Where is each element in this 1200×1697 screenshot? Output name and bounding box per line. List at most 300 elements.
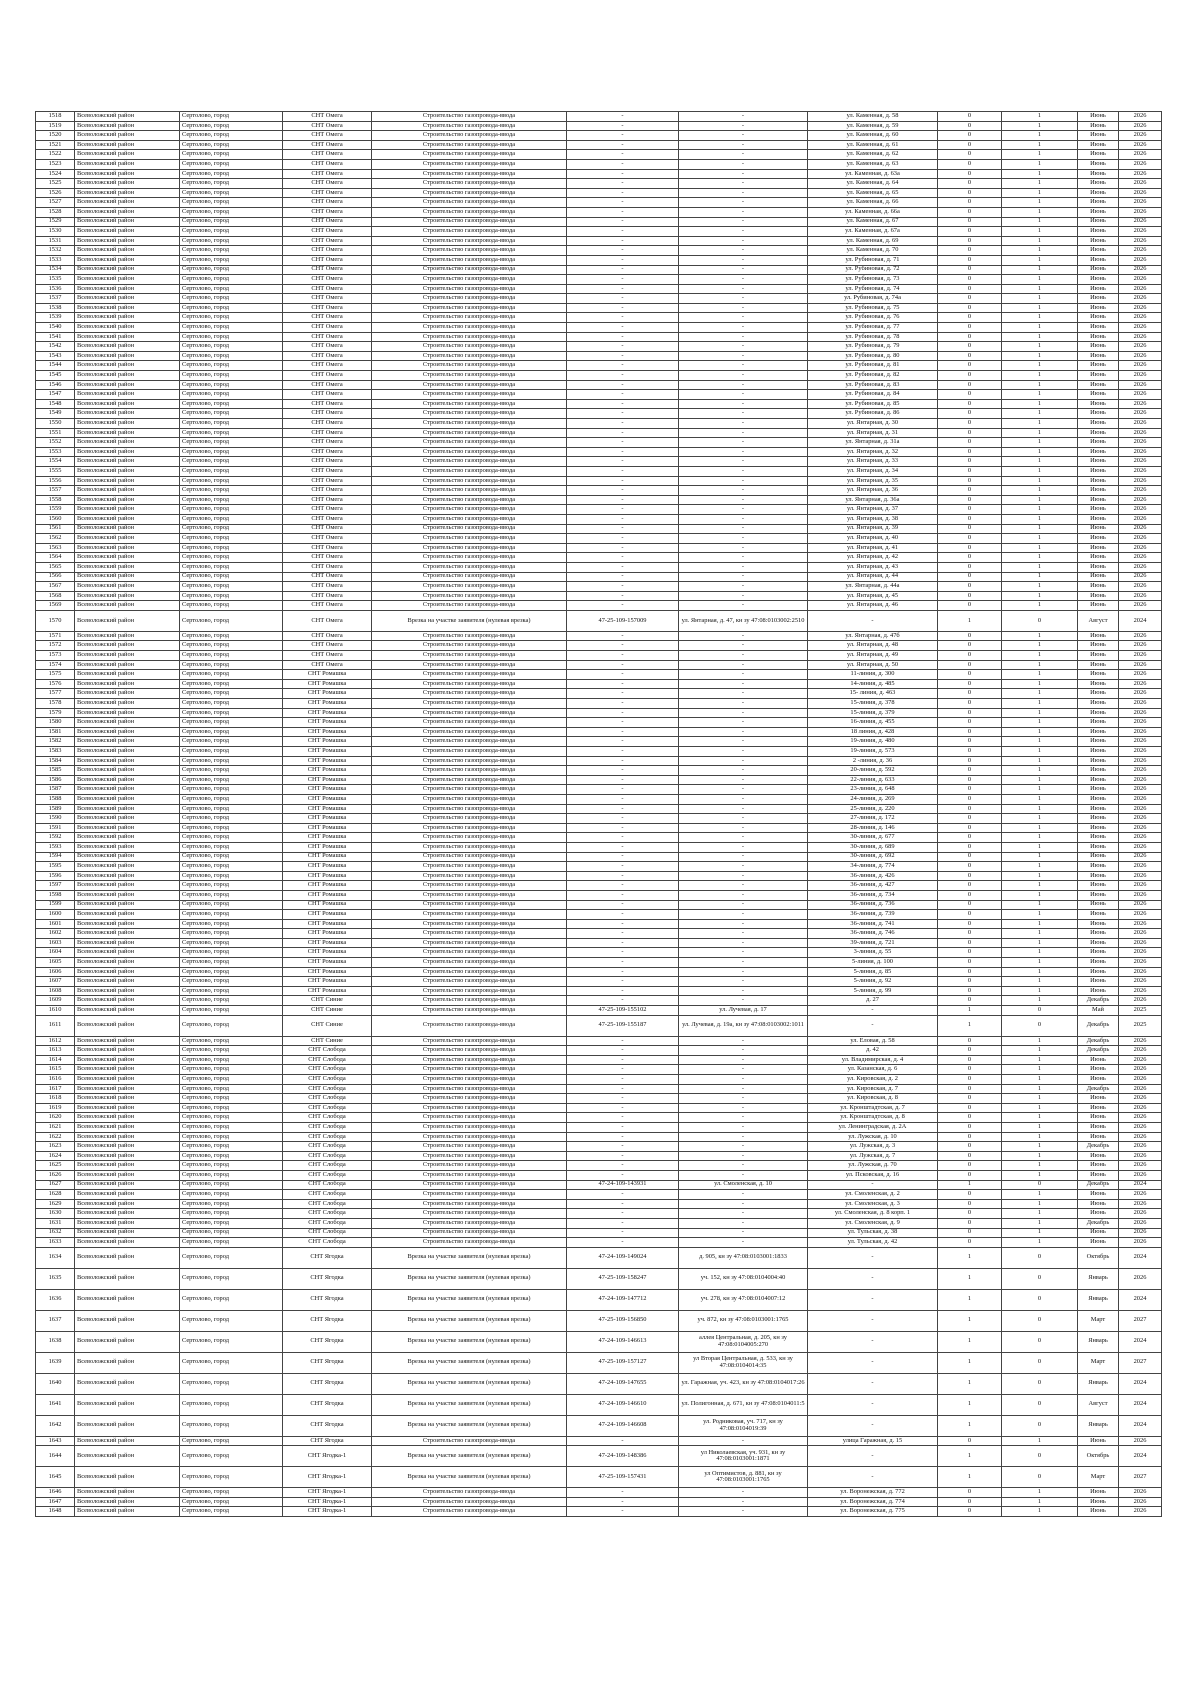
cell-count-zero-tap: 0 [938,1488,1002,1498]
cell-month: Июнь [1078,534,1119,544]
table-row [36,689,1162,699]
cell-applicant-address: уч. 872, кн зу 47:08:0103001:1765 [679,1310,808,1331]
cell-month: Декабрь [1078,1180,1119,1190]
cell-connection-address: ул. Тульская, д. 42 [808,1238,938,1248]
table-row [36,775,1162,785]
cell-connection-address: ул. Каменная, д. 67а [808,227,938,237]
cell-year: 2026 [1119,601,1162,611]
cell-settlement: Сертолово, город [180,718,283,728]
cell-month: Июнь [1078,727,1119,737]
cell-year: 2026 [1119,967,1162,977]
cell-snt-name: СНТ Ягодка [283,1247,372,1268]
cell-count-zero-tap: 0 [938,747,1002,757]
cell-settlement: Сертолово, город [180,409,283,419]
cell-application-number: - [567,967,679,977]
cell-row-number: 1616 [36,1075,75,1085]
cell-month: Июнь [1078,438,1119,448]
cell-count-service-line: 1 [1002,323,1078,333]
cell-count-service-line: 1 [1002,198,1078,208]
cell-count-service-line: 1 [1002,1497,1078,1507]
cell-row-number: 1579 [36,708,75,718]
cell-work-type: Строительство газопровода-ввода [372,737,567,747]
cell-connection-address: ул. Каменная, д. 65 [808,188,938,198]
cell-count-zero-tap: 0 [938,794,1002,804]
cell-work-type: Строительство газопровода-ввода [372,562,567,572]
cell-count-service-line: 1 [1002,207,1078,217]
cell-applicant-address: - [679,255,808,265]
cell-work-type: Строительство газопровода-ввода [372,1218,567,1228]
cell-year: 2026 [1119,1170,1162,1180]
cell-applicant-address: - [679,699,808,709]
cell-snt-name: СНТ Омега [283,188,372,198]
cell-settlement: Сертолово, город [180,553,283,563]
cell-count-service-line: 0 [1002,1352,1078,1373]
table-row [36,1310,1162,1331]
table-row [36,399,1162,409]
cell-district: Всеволожский район [75,1352,180,1373]
cell-month: Июнь [1078,140,1119,150]
cell-count-service-line: 1 [1002,766,1078,776]
cell-application-number: - [567,747,679,757]
cell-work-type: Строительство газопровода-ввода [372,332,567,342]
cell-count-service-line: 1 [1002,294,1078,304]
cell-connection-address: ул. Рубиновая, д. 72 [808,265,938,275]
cell-applicant-address: - [679,1228,808,1238]
cell-count-service-line: 1 [1002,1122,1078,1132]
cell-count-zero-tap: 0 [938,227,1002,237]
cell-settlement: Сертолово, город [180,910,283,920]
cell-year: 2026 [1119,1488,1162,1498]
cell-year: 2026 [1119,495,1162,505]
cell-snt-name: СНТ Омега [283,112,372,122]
cell-snt-name: СНТ Омега [283,198,372,208]
table-row [36,785,1162,795]
cell-district: Всеволожский район [75,1228,180,1238]
cell-applicant-address: - [679,150,808,160]
cell-month: Июнь [1078,601,1119,611]
cell-count-service-line: 1 [1002,958,1078,968]
cell-settlement: Сертолово, город [180,1015,283,1036]
cell-settlement: Сертолово, город [180,1218,283,1228]
cell-count-zero-tap: 0 [938,553,1002,563]
cell-connection-address: 5-линия, д. 99 [808,986,938,996]
cell-application-number: - [567,1488,679,1498]
cell-row-number: 1617 [36,1084,75,1094]
cell-application-number: - [567,890,679,900]
cell-count-zero-tap: 0 [938,361,1002,371]
cell-snt-name: СНТ Слобода [283,1046,372,1056]
cell-count-zero-tap: 0 [938,323,1002,333]
cell-applicant-address: - [679,1094,808,1104]
cell-row-number: 1606 [36,967,75,977]
table-row [36,121,1162,131]
cell-count-service-line: 1 [1002,1084,1078,1094]
cell-district: Всеволожский район [75,371,180,381]
cell-month: Июнь [1078,708,1119,718]
cell-application-number: - [567,756,679,766]
cell-row-number: 1589 [36,804,75,814]
table-row [36,967,1162,977]
cell-applicant-address: д. 905, кн зу 47:08:0103001:1833 [679,1247,808,1268]
cell-district: Всеволожский район [75,708,180,718]
cell-row-number: 1634 [36,1247,75,1268]
cell-application-number: - [567,1065,679,1075]
table-row [36,842,1162,852]
cell-district: Всеволожский район [75,804,180,814]
table-row [36,284,1162,294]
cell-applicant-address: - [679,670,808,680]
table-row [36,1507,1162,1517]
cell-row-number: 1523 [36,159,75,169]
cell-connection-address: ул. Каменная, д. 58 [808,112,938,122]
cell-count-zero-tap: 0 [938,572,1002,582]
cell-month: Июнь [1078,948,1119,958]
cell-year: 2026 [1119,188,1162,198]
cell-month: Июнь [1078,313,1119,323]
cell-month: Март [1078,1352,1119,1373]
cell-applicant-address: - [679,977,808,987]
cell-settlement: Сертолово, город [180,361,283,371]
cell-year: 2024 [1119,1446,1162,1467]
cell-snt-name: СНТ Омега [283,380,372,390]
cell-count-service-line: 1 [1002,1161,1078,1171]
cell-connection-address: 36-линия, д. 736 [808,900,938,910]
cell-snt-name: СНТ Ягодка-1 [283,1488,372,1498]
cell-count-service-line: 1 [1002,1228,1078,1238]
table-row [36,342,1162,352]
cell-snt-name: СНТ Слобода [283,1103,372,1113]
cell-connection-address: ул. Каменная, д. 66а [808,207,938,217]
cell-year: 2026 [1119,948,1162,958]
table-row [36,495,1162,505]
cell-snt-name: СНТ Ромашка [283,794,372,804]
table-row [36,1103,1162,1113]
cell-work-type: Врезка на участке заявителя (нулевая врезка) [372,1415,567,1436]
cell-row-number: 1520 [36,131,75,141]
cell-work-type: Строительство газопровода-ввода [372,1103,567,1113]
cell-count-zero-tap: 0 [938,1122,1002,1132]
cell-year: 2026 [1119,747,1162,757]
table-row [36,198,1162,208]
cell-row-number: 1559 [36,505,75,515]
cell-year: 2026 [1119,1218,1162,1228]
cell-month: Июнь [1078,1055,1119,1065]
cell-applicant-address: - [679,766,808,776]
cell-applicant-address: - [679,1161,808,1171]
cell-month: Июнь [1078,1113,1119,1123]
cell-applicant-address: - [679,842,808,852]
cell-count-service-line: 1 [1002,466,1078,476]
cell-count-service-line: 0 [1002,1268,1078,1289]
cell-year: 2026 [1119,977,1162,987]
cell-applicant-address: - [679,1190,808,1200]
cell-application-number: - [567,670,679,680]
cell-year: 2026 [1119,332,1162,342]
cell-row-number: 1603 [36,938,75,948]
cell-connection-address: ул. Кировская, д. 7 [808,1084,938,1094]
cell-row-number: 1567 [36,582,75,592]
table-row [36,514,1162,524]
cell-settlement: Сертолово, город [180,217,283,227]
cell-month: Июнь [1078,131,1119,141]
cell-settlement: Сертолово, город [180,852,283,862]
cell-count-zero-tap: 0 [938,948,1002,958]
table-row [36,794,1162,804]
cell-district: Всеволожский район [75,217,180,227]
cell-month: Июнь [1078,1190,1119,1200]
cell-year: 2024 [1119,1247,1162,1268]
cell-application-number: - [567,1238,679,1248]
cell-year: 2026 [1119,929,1162,939]
cell-work-type: Строительство газопровода-ввода [372,1180,567,1190]
cell-snt-name: СНТ Омега [283,131,372,141]
cell-row-number: 1591 [36,823,75,833]
cell-work-type: Строительство газопровода-ввода [372,651,567,661]
cell-application-number: - [567,313,679,323]
cell-application-number: - [567,207,679,217]
table-row [36,670,1162,680]
cell-month: Июнь [1078,1228,1119,1238]
cell-applicant-address: - [679,486,808,496]
cell-snt-name: СНТ Ягодка [283,1415,372,1436]
cell-work-type: Строительство газопровода-ввода [372,958,567,968]
cell-row-number: 1518 [36,112,75,122]
cell-count-zero-tap: 0 [938,699,1002,709]
cell-work-type: Строительство газопровода-ввода [372,236,567,246]
cell-snt-name: СНТ Ягодка [283,1289,372,1310]
cell-settlement: Сертолово, город [180,1373,283,1394]
cell-district: Всеволожский район [75,842,180,852]
table-row [36,862,1162,872]
cell-work-type: Строительство газопровода-ввода [372,380,567,390]
cell-application-number: - [567,466,679,476]
cell-applicant-address: ул Николаевская, уч. 931, кн зу 47:08:0103001:1871 [679,1446,808,1467]
cell-snt-name: СНТ Ромашка [283,929,372,939]
cell-connection-address: ул. Каменная, д. 63 [808,159,938,169]
cell-applicant-address: - [679,727,808,737]
cell-row-number: 1569 [36,601,75,611]
cell-applicant-address: - [679,351,808,361]
cell-year: 2026 [1119,438,1162,448]
cell-snt-name: СНТ Ромашка [283,804,372,814]
cell-count-zero-tap: 0 [938,1132,1002,1142]
cell-settlement: Сертолово, город [180,342,283,352]
cell-work-type: Строительство газопровода-ввода [372,1497,567,1507]
cell-month: Июнь [1078,1507,1119,1517]
cell-snt-name: СНТ Слобода [283,1075,372,1085]
cell-district: Всеволожский район [75,572,180,582]
cell-count-zero-tap: 0 [938,679,1002,689]
cell-work-type: Строительство газопровода-ввода [372,246,567,256]
cell-snt-name: СНТ Омега [283,255,372,265]
cell-settlement: Сертолово, город [180,929,283,939]
table-row [36,660,1162,670]
table-row [36,313,1162,323]
cell-applicant-address: - [679,534,808,544]
cell-work-type: Строительство газопровода-ввода [372,438,567,448]
cell-district: Всеволожский район [75,323,180,333]
cell-month: Июнь [1078,505,1119,515]
cell-year: 2026 [1119,361,1162,371]
cell-connection-address: ул. Каменная, д. 64 [808,179,938,189]
cell-connection-address: ул. Янтарная, д. 39 [808,524,938,534]
cell-work-type: Строительство газопровода-ввода [372,1507,567,1517]
cell-application-number: - [567,543,679,553]
cell-snt-name: СНТ Слобода [283,1209,372,1219]
cell-settlement: Сертолово, город [180,466,283,476]
cell-month: Июнь [1078,871,1119,881]
cell-year: 2026 [1119,543,1162,553]
cell-settlement: Сертолово, город [180,351,283,361]
cell-count-service-line: 0 [1002,1006,1078,1016]
cell-settlement: Сертолово, город [180,438,283,448]
cell-year: 2026 [1119,871,1162,881]
cell-application-number: 47-24-109-148386 [567,1446,679,1467]
cell-settlement: Сертолово, город [180,1415,283,1436]
document-page [35,111,1161,1517]
cell-year: 2024 [1119,1373,1162,1394]
cell-year: 2026 [1119,910,1162,920]
cell-applicant-address: - [679,1103,808,1113]
cell-count-service-line: 1 [1002,1170,1078,1180]
cell-district: Всеволожский район [75,1055,180,1065]
cell-connection-address: ул. Лужская, д. 3 [808,1142,938,1152]
cell-work-type: Строительство газопровода-ввода [372,227,567,237]
cell-work-type: Строительство газопровода-ввода [372,1006,567,1016]
table-row [36,1094,1162,1104]
cell-snt-name: СНТ Слобода [283,1151,372,1161]
cell-month: Март [1078,1467,1119,1488]
cell-district: Всеволожский район [75,1218,180,1228]
cell-settlement: Сертолово, город [180,169,283,179]
cell-application-number: - [567,938,679,948]
cell-connection-address: 23-линия, д. 648 [808,785,938,795]
table-row [36,679,1162,689]
cell-connection-address: ул. Кронштадтская, д. 8 [808,1113,938,1123]
cell-settlement: Сертолово, город [180,833,283,843]
cell-district: Всеволожский район [75,150,180,160]
cell-month: Июнь [1078,1075,1119,1085]
cell-snt-name: СНТ Омега [283,323,372,333]
cell-district: Всеволожский район [75,1507,180,1517]
cell-row-number: 1565 [36,562,75,572]
cell-month: Июнь [1078,572,1119,582]
cell-snt-name: СНТ Омега [283,313,372,323]
cell-applicant-address: - [679,294,808,304]
cell-application-number: - [567,699,679,709]
cell-year: 2026 [1119,1036,1162,1046]
cell-row-number: 1647 [36,1497,75,1507]
cell-snt-name: СНТ Ромашка [283,833,372,843]
cell-work-type: Строительство газопровода-ввода [372,582,567,592]
cell-application-number: - [567,399,679,409]
cell-district: Всеволожский район [75,756,180,766]
cell-count-service-line: 1 [1002,265,1078,275]
cell-row-number: 1525 [36,179,75,189]
cell-snt-name: СНТ Ромашка [283,747,372,757]
cell-settlement: Сертолово, город [180,794,283,804]
cell-district: Всеволожский район [75,967,180,977]
cell-settlement: Сертолово, город [180,486,283,496]
table-row [36,958,1162,968]
cell-row-number: 1547 [36,390,75,400]
cell-count-zero-tap: 0 [938,919,1002,929]
cell-snt-name: СНТ Ромашка [283,689,372,699]
cell-count-zero-tap: 0 [938,313,1002,323]
cell-snt-name: СНТ Ромашка [283,737,372,747]
cell-settlement: Сертолово, город [180,1132,283,1142]
cell-connection-address: ул. Янтарная, д. 42 [808,553,938,563]
cell-district: Всеволожский район [75,775,180,785]
cell-year: 2026 [1119,399,1162,409]
cell-snt-name: СНТ Омега [283,140,372,150]
cell-connection-address: ул. Рубиновая, д. 86 [808,409,938,419]
cell-snt-name: СНТ Ягодка [283,1352,372,1373]
cell-month: Июнь [1078,718,1119,728]
cell-year: 2024 [1119,1331,1162,1352]
cell-application-number: - [567,524,679,534]
cell-month: Июнь [1078,1497,1119,1507]
table-row [36,466,1162,476]
cell-applicant-address: - [679,466,808,476]
cell-year: 2024 [1119,1289,1162,1310]
cell-district: Всеволожский район [75,361,180,371]
cell-month: Июнь [1078,842,1119,852]
cell-row-number: 1618 [36,1094,75,1104]
cell-applicant-address: - [679,169,808,179]
cell-district: Всеволожский район [75,1394,180,1415]
cell-connection-address: ул. Рубиновая, д. 74 [808,284,938,294]
cell-connection-address: ул. Рубиновая, д. 78 [808,332,938,342]
cell-row-number: 1527 [36,198,75,208]
cell-snt-name: СНТ Омега [283,591,372,601]
cell-connection-address: ул. Янтарная, д. 34 [808,466,938,476]
cell-count-service-line: 1 [1002,1094,1078,1104]
cell-connection-address: ул. Лужская, д. 70 [808,1161,938,1171]
cell-count-zero-tap: 0 [938,265,1002,275]
cell-row-number: 1608 [36,986,75,996]
table-row [36,390,1162,400]
cell-application-number: - [567,112,679,122]
cell-snt-name: СНТ Слобода [283,1122,372,1132]
cell-month: Декабрь [1078,1142,1119,1152]
cell-settlement: Сертолово, город [180,890,283,900]
cell-connection-address: ул. Кировская, д. 8 [808,1094,938,1104]
cell-count-zero-tap: 0 [938,495,1002,505]
table-row [36,919,1162,929]
cell-district: Всеволожский район [75,1046,180,1056]
cell-year: 2025 [1119,1006,1162,1016]
cell-count-zero-tap: 0 [938,390,1002,400]
cell-count-service-line: 1 [1002,977,1078,987]
cell-district: Всеволожский район [75,255,180,265]
cell-settlement: Сертолово, город [180,399,283,409]
cell-count-zero-tap: 0 [938,486,1002,496]
cell-application-number: - [567,380,679,390]
cell-work-type: Врезка на участке заявителя (нулевая врезка) [372,1331,567,1352]
cell-district: Всеволожский район [75,227,180,237]
cell-applicant-address: - [679,1132,808,1142]
cell-application-number: 47-25-109-155102 [567,1006,679,1016]
cell-count-service-line: 1 [1002,948,1078,958]
cell-work-type: Строительство газопровода-ввода [372,641,567,651]
cell-district: Всеволожский район [75,890,180,900]
cell-work-type: Строительство газопровода-ввода [372,977,567,987]
cell-connection-address: ул. Янтарная, д. 32 [808,447,938,457]
cell-snt-name: СНТ Ромашка [283,852,372,862]
cell-count-zero-tap: 0 [938,775,1002,785]
cell-applicant-address: - [679,543,808,553]
